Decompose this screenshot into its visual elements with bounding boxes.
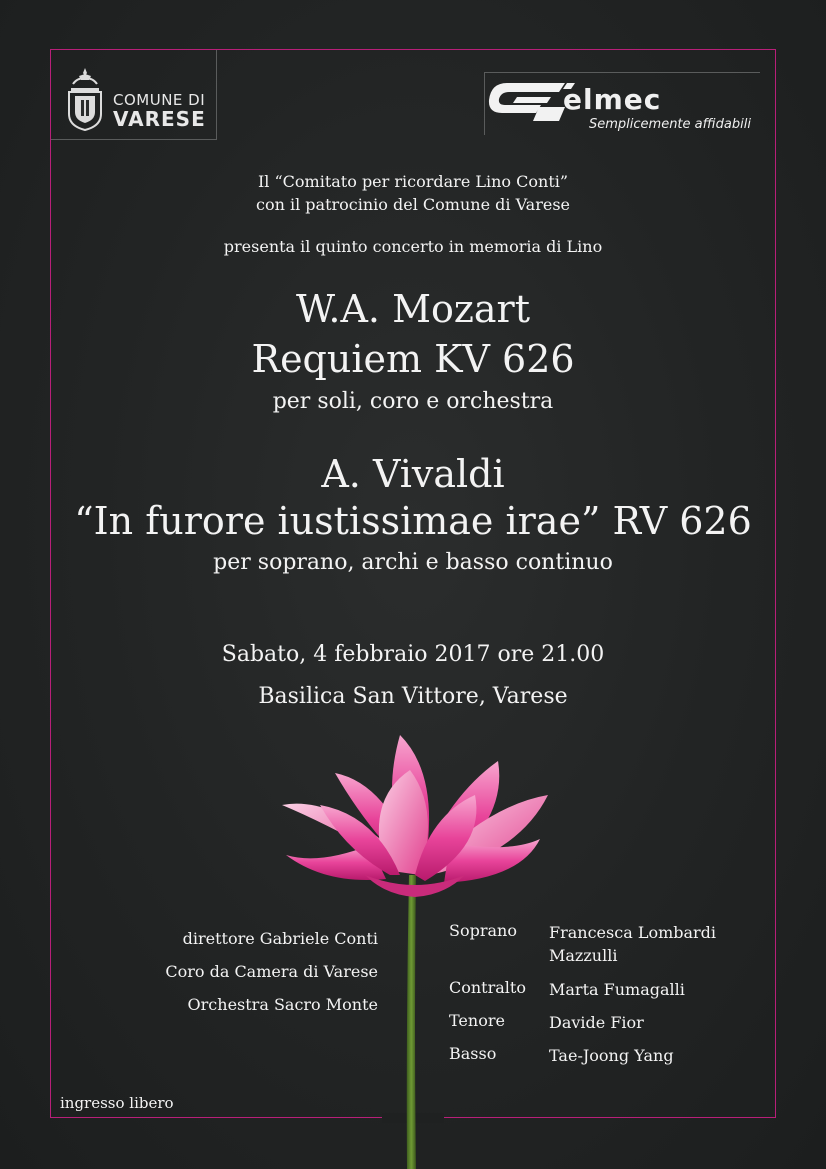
soloist-name: Marta Fumagalli [549,980,685,999]
elmec-logo [484,72,760,135]
event-venue: Basilica San Vittore, Varese [258,684,568,709]
elmec-tagline: Semplicemente affidabili [589,117,751,132]
vivaldi-composer: A. Vivaldi [321,452,505,496]
soloist-role: Contralto [449,978,526,997]
mozart-title: Requiem KV 626 [251,337,575,381]
intro-line-3: presenta il quinto concerto in memoria di Lino [223,237,603,256]
vivaldi-scoring: per soprano, archi e basso continuo [213,550,613,575]
soloist-role: Soprano [449,921,517,940]
mozart-composer: W.A. Mozart [296,287,530,331]
varese-crest-icon [65,66,105,132]
elmec-wordmark: elmec [563,83,662,116]
credits-block [100,922,378,1021]
soloist-name: Francesca Lombardi Mazzulli [549,923,717,965]
conductor: direttore Gabriele Conti [182,929,378,948]
free-entry-note: ingresso libero [60,1094,174,1112]
orchestra: Orchestra Sacro Monte [187,995,378,1014]
soloist-role: Tenore [449,1011,505,1030]
varese-logo-line1: COMUNE DI [113,91,206,109]
vivaldi-title: “In furore iustissimae irae” RV 626 [74,499,752,543]
varese-logo-line2: VARESE [113,107,206,131]
soloist-role: Basso [449,1044,497,1063]
soloist-name: Tae-Joong Yang [549,1046,674,1065]
event-datetime: Sabato, 4 febbraio 2017 ore 21.00 [221,642,605,667]
intro-line-1: Il “Comitato per ricordare Lino Conti” [257,172,569,191]
comune-di-varese-logo [51,50,217,140]
choir: Coro da Camera di Varese [165,962,378,981]
intro-line-2: con il patrocinio del Comune di Varese [255,195,570,214]
mozart-scoring: per soli, coro e orchestra [272,389,554,414]
soloist-name: Davide Fior [549,1013,644,1032]
